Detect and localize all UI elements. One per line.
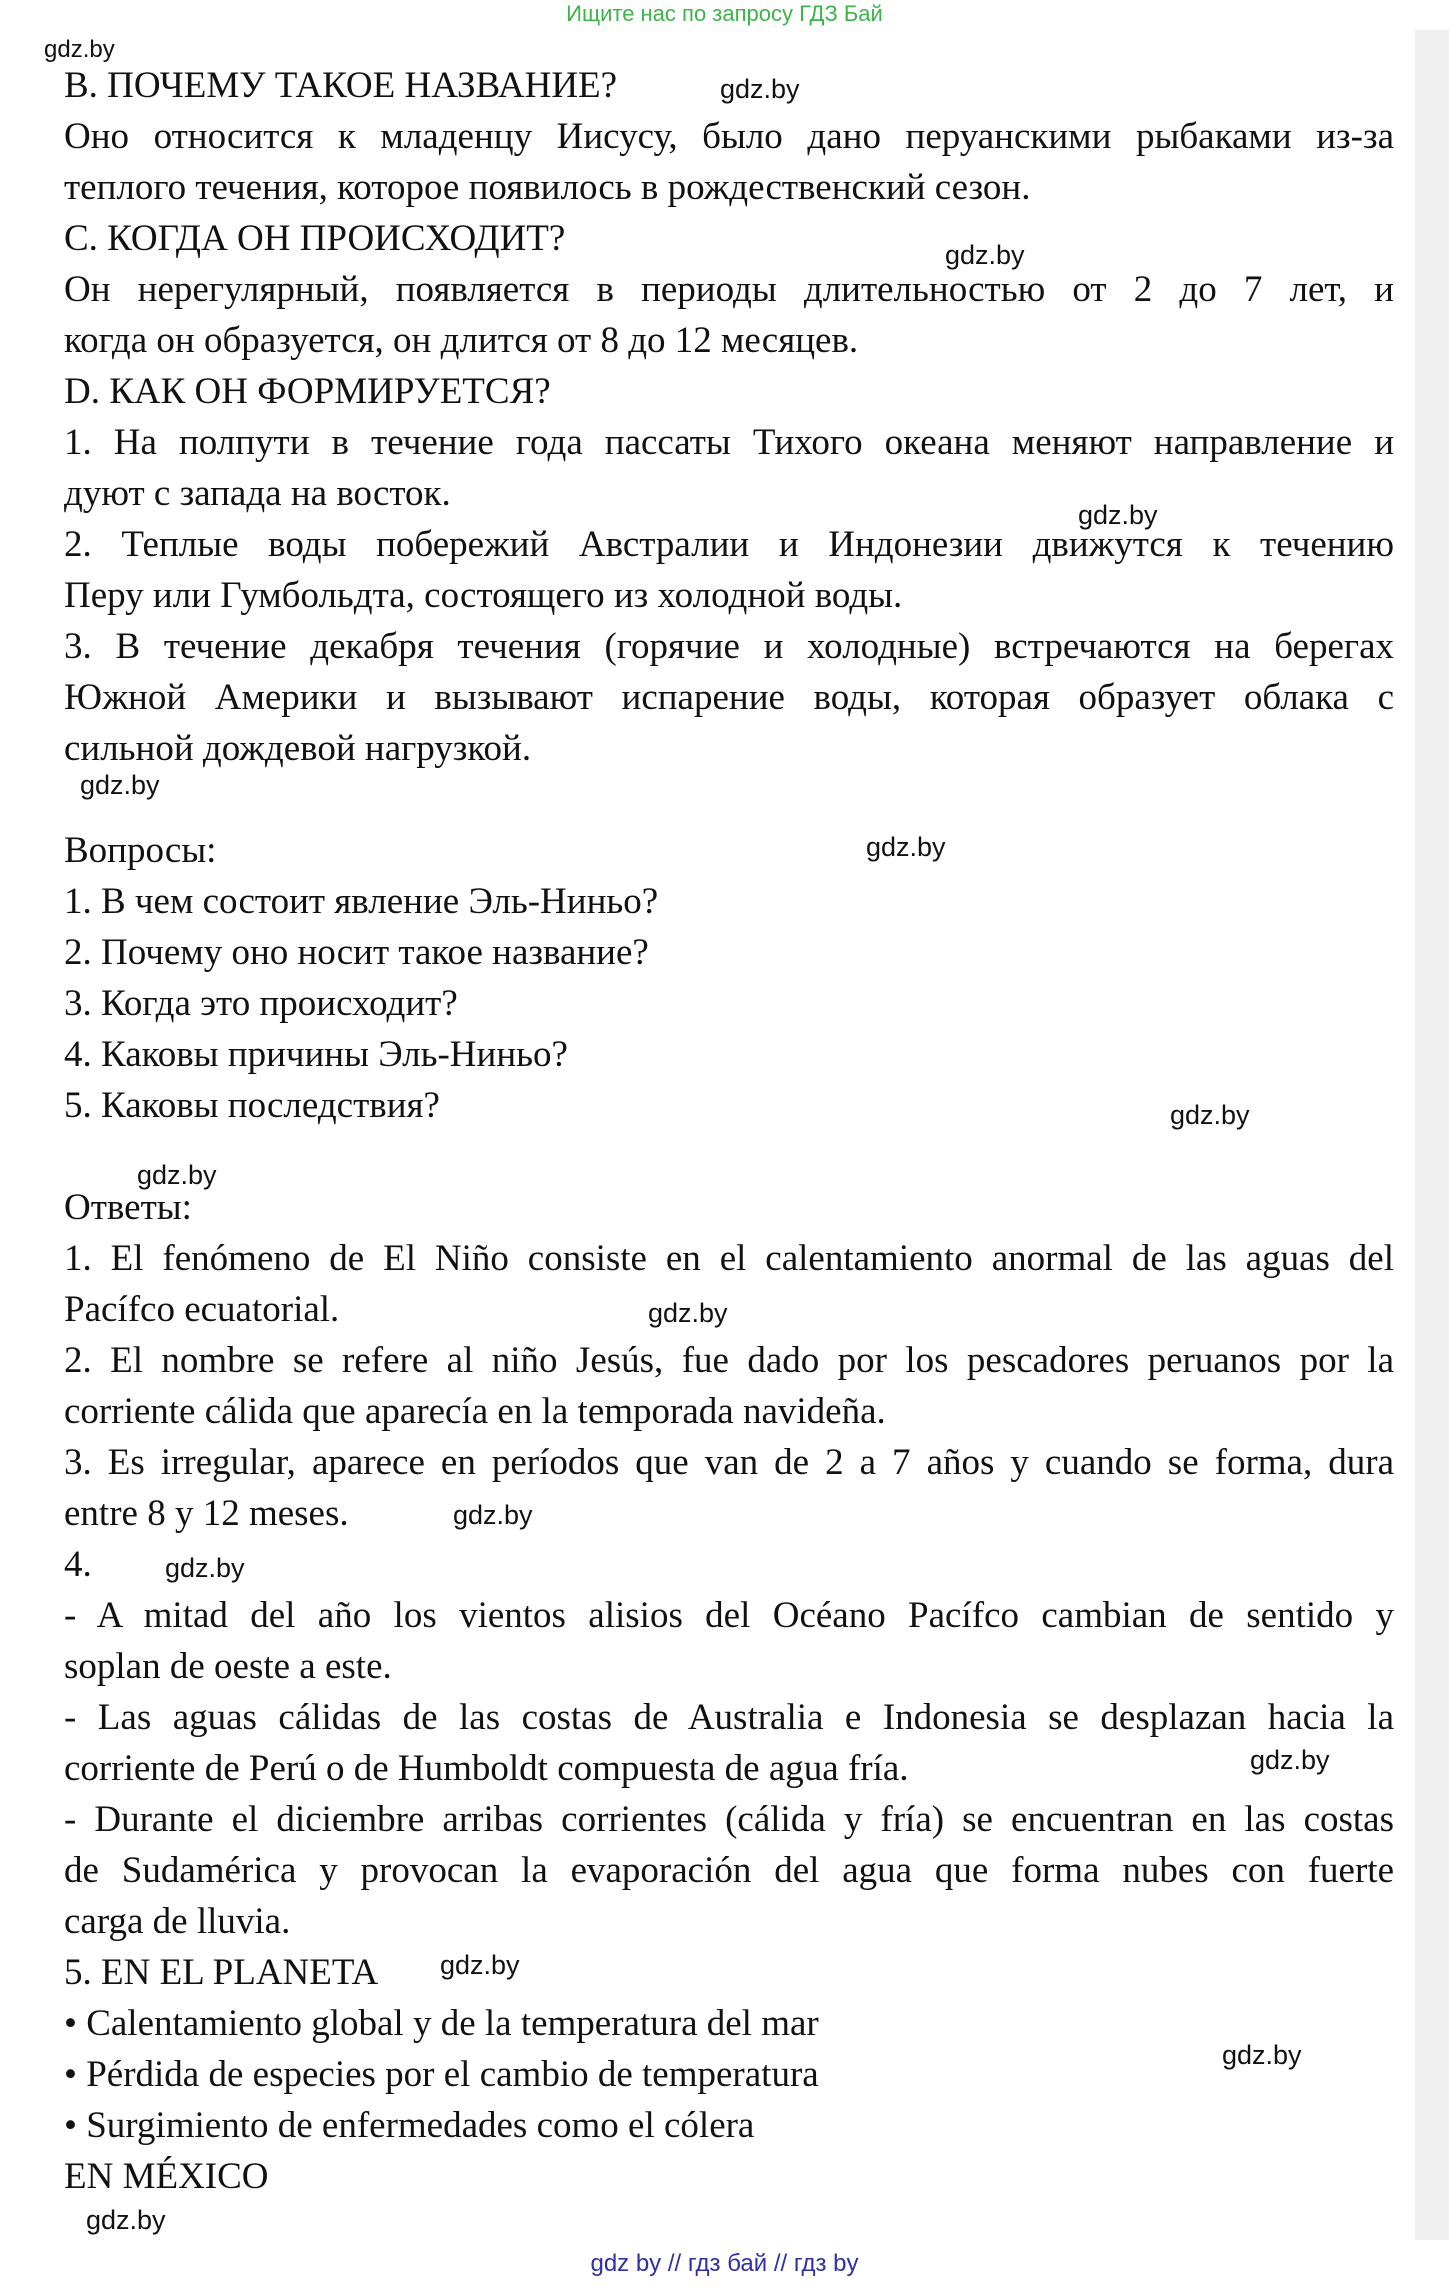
heading-b: B. ПОЧЕМУ ТАКОЕ НАЗВАНИЕ? <box>64 65 618 106</box>
answer-line: - Las aguas cálidas de las costas de Australia e Indonesia se desplazan hacia la <box>64 1697 1394 1738</box>
watermark: gdz.by <box>137 1160 217 1190</box>
paragraph-line: теплого течения, которое появилось в рождественский сезон. <box>64 167 1031 208</box>
answer-line: entre 8 y 12 meses. <box>64 1493 349 1534</box>
answer-line: carga de lluvia. <box>64 1901 291 1942</box>
bullet-item: • Pérdida de especies por el cambio de temperatura <box>64 2054 819 2095</box>
paragraph-line: сильной дождевой нагрузкой. <box>64 728 532 769</box>
top-banner[interactable]: Ищите нас по запросу ГДЗ Бай <box>566 1 883 26</box>
paragraph-line: Перу или Гумбольдта, состоящего из холодной воды. <box>64 575 903 616</box>
answer-line: Pacífco ecuatorial. <box>64 1289 340 1330</box>
paragraph-line: Оно относится к младенцу Иисусу, было дано перуанскими рыбаками из-за <box>64 116 1394 157</box>
heading-c: C. КОГДА ОН ПРОИСХОДИТ? <box>64 218 566 259</box>
answer-line: corriente cálida que aparecía en la temporada navideña. <box>64 1391 886 1432</box>
scrollbar[interactable] <box>1415 30 1449 2240</box>
answer-line: 1. El fenómeno de El Niño consiste en el calentamiento anormal de las aguas del <box>64 1238 1394 1279</box>
paragraph-line: когда он образуется, он длится от 8 до 12 месяцев. <box>64 320 859 361</box>
watermark: gdz.by <box>44 36 115 63</box>
question-item: 2. Почему оно носит такое название? <box>64 932 649 973</box>
footer-links[interactable]: gdz by // гдз бай // гдз by <box>590 2250 859 2277</box>
document-page <box>64 60 1394 2202</box>
watermark: gdz.by <box>648 1298 728 1328</box>
answer-line: corriente de Perú o de Humboldt compuesta de agua fría. <box>64 1748 909 1789</box>
watermark: gdz.by <box>440 1950 520 1980</box>
watermark: gdz.by <box>945 240 1025 270</box>
answer-line: de Sudamérica y provocan la evaporación del agua que forma nubes con fuerte <box>64 1850 1394 1891</box>
watermark: gdz.by <box>866 832 946 862</box>
heading-d: D. КАК ОН ФОРМИРУЕТСЯ? <box>64 371 551 412</box>
question-item: 3. Когда это происходит? <box>64 983 458 1024</box>
answer-line: soplan de oeste a este. <box>64 1646 392 1687</box>
paragraph-line: дуют с запада на восток. <box>64 473 451 514</box>
question-item: 5. Каковы последствия? <box>64 1085 440 1126</box>
watermark: gdz.by <box>1170 1100 1250 1130</box>
answer-line: - A mitad del año los vientos alisios del Océano Pacífco cambian de sentido y <box>64 1595 1394 1636</box>
paragraph-line: 2. Теплые воды побережий Австралии и Индонезии движутся к течению <box>64 524 1394 565</box>
answers-heading: Ответы: <box>64 1187 192 1228</box>
answer-line: 2. El nombre se refere al niño Jesús, fue dado por los pescadores peruanos por la <box>64 1340 1394 1381</box>
questions-heading: Вопросы: <box>64 830 217 871</box>
answer-line: 4. <box>64 1544 92 1585</box>
watermark: gdz.by <box>80 770 160 800</box>
question-item: 1. В чем состоит явление Эль-Ниньо? <box>64 881 659 922</box>
answer-line: EN MÉXICO <box>64 2156 269 2197</box>
watermark: gdz.by <box>165 1553 245 1583</box>
answer-line: 5. EN EL PLANETA <box>64 1952 379 1993</box>
watermark: gdz.by <box>720 74 800 104</box>
watermark: gdz.by <box>1078 500 1158 530</box>
paragraph-line: 3. В течение декабря течения (горячие и холодные) встречаются на берегах <box>64 626 1394 667</box>
watermark: gdz.by <box>86 2205 166 2235</box>
paragraph-line: Он нерегулярный, появляется в периоды длительностью от 2 до 7 лет, и <box>64 269 1394 310</box>
bullet-item: • Surgimiento de enfermedades como el cólera <box>64 2105 755 2146</box>
question-item: 4. Каковы причины Эль-Ниньо? <box>64 1034 568 1075</box>
paragraph-line: Южной Америки и вызывают испарение воды, которая образует облака с <box>64 677 1394 718</box>
watermark: gdz.by <box>453 1500 533 1530</box>
bullet-item: • Calentamiento global y de la temperatura del mar <box>64 2003 819 2044</box>
watermark: gdz.by <box>1222 2040 1302 2070</box>
paragraph-line: 1. На полпути в течение года пассаты Тихого океана меняют направление и <box>64 422 1394 463</box>
watermark: gdz.by <box>1250 1745 1330 1775</box>
answer-line: - Durante el diciembre arribas corrientes (cálida y fría) se encuentran en las costas <box>64 1799 1394 1840</box>
answer-line: 3. Es irregular, aparece en períodos que van de 2 a 7 años y cuando se forma, dura <box>64 1442 1394 1483</box>
